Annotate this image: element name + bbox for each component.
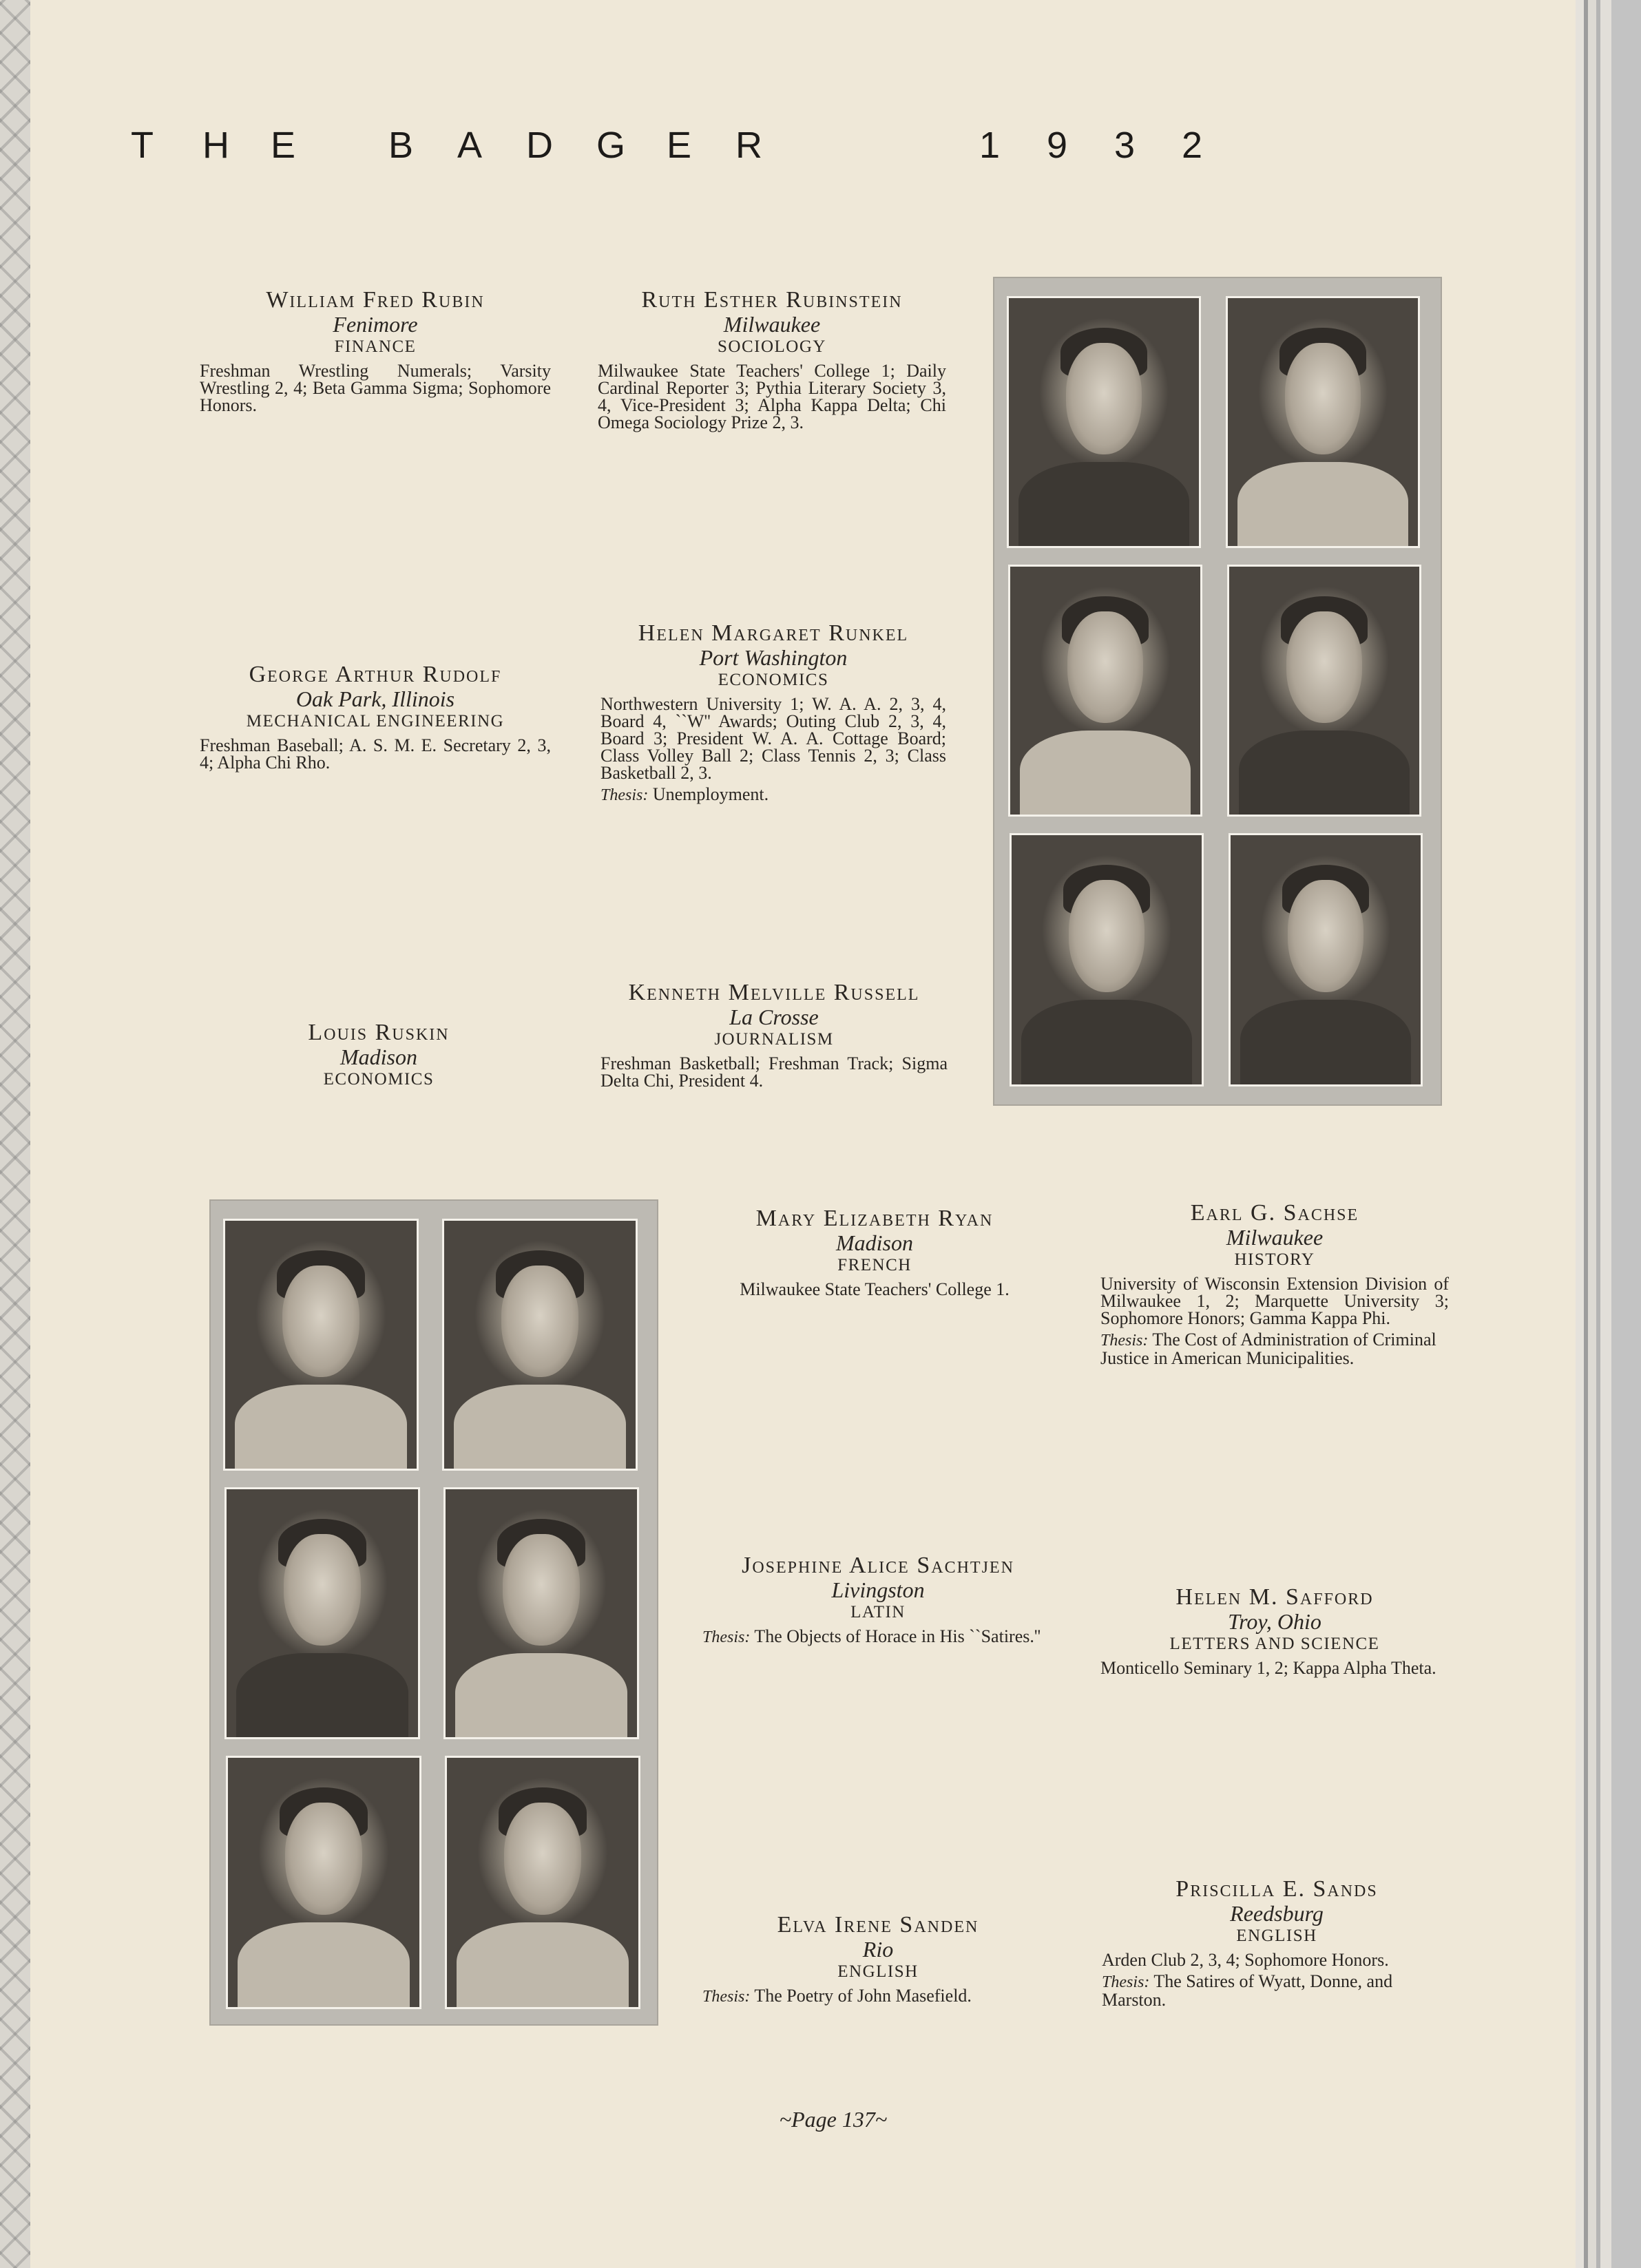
student-name: Helen Margaret Runkel: [638, 620, 909, 646]
student-hometown: Troy, Ohio: [1228, 1609, 1321, 1634]
student-thesis: [702, 1628, 1054, 1646]
thesis-title: The Objects of Horace in His ``Satires.'': [754, 1626, 1041, 1646]
student-entry: [600, 621, 946, 804]
student-hometown: Port Washington: [699, 645, 848, 670]
student-name: Josephine Alice Sachtjen: [742, 1553, 1014, 1578]
student-activities: Freshman Wrestling Numerals; Varsity Wrestling 2, 4; Beta Gamma Sigma; Sophomore Honors.: [200, 361, 551, 415]
student-entry: [600, 980, 948, 1089]
page-number: ~Page 137~: [779, 2107, 888, 2132]
header-year-digit: 1: [979, 125, 1001, 166]
student-hometown: La Crosse: [729, 1005, 819, 1029]
thesis-label: Thesis:: [702, 1988, 751, 2006]
student-portrait: [223, 1219, 419, 1471]
header-year-digit: 2: [1182, 125, 1203, 166]
student-portrait: [224, 1487, 420, 1739]
student-thesis: [600, 786, 946, 804]
student-hometown: Livingston: [831, 1577, 925, 1602]
student-activities: Northwestern University 1; W. A. A. 2, 3, 4, Board 4, ``W'' Awards; Outing Club 2, 3, 4, Board 3; President W. A. A. Cottage Board; Class Volley Ball 2; Class Tennis 2, 3; Class Basketball 2, 3.: [600, 694, 946, 783]
student-department: JOURNALISM: [714, 1030, 834, 1049]
thesis-label: Thesis:: [600, 786, 649, 804]
student-department: HISTORY: [1234, 1250, 1315, 1269]
student-hometown: Rio: [862, 1937, 894, 1962]
header-title-letter: B: [388, 125, 414, 166]
header-title-letter: E: [667, 125, 692, 166]
student-entry: [702, 1553, 1054, 1646]
decorative-left-border: [0, 0, 30, 2268]
student-thesis: [1102, 1973, 1452, 2008]
student-entry: [200, 662, 551, 771]
header-year-digit: 9: [1047, 125, 1068, 166]
student-activities: Milwaukee State Teachers' College 1.: [740, 1279, 1010, 1299]
header-title-letter: T: [131, 125, 154, 166]
student-portrait: [1010, 833, 1204, 1086]
student-department: ENGLISH: [837, 1962, 919, 1981]
student-activities: Milwaukee State Teachers' College 1; Daily Cardinal Reporter 3; Pythia Literary Society 3, 4, Vice-President 3; Alpha Kappa Delta; Chi Omega Sociology Prize 2, 3.: [598, 361, 946, 432]
student-department: ECONOMICS: [718, 671, 829, 689]
header-title-letter: G: [596, 125, 626, 166]
thesis-title: The Cost of Administration of Criminal Justice in American Municipalities.: [1100, 1330, 1436, 1368]
student-portrait: [442, 1219, 638, 1471]
student-entry: [702, 1913, 1054, 2006]
student-portrait: [226, 1756, 421, 2009]
student-department: SOCIOLOGY: [718, 337, 826, 356]
student-name: William Fred Rubin: [266, 287, 485, 313]
student-name: Priscilla E. Sands: [1175, 1876, 1378, 1902]
header-title-letter: E: [271, 125, 296, 166]
thesis-label: Thesis:: [1100, 1332, 1149, 1350]
header-title-letter: A: [457, 125, 483, 166]
student-portrait: [1007, 296, 1201, 548]
student-name: Elva Irene Sanden: [777, 1912, 979, 1938]
student-name: George Arthur Rudolf: [249, 662, 502, 687]
photo-panel-bottom: [209, 1199, 658, 2026]
student-hometown: Milwaukee: [1226, 1225, 1324, 1250]
thesis-title: The Satires of Wyatt, Donne, and Marston.: [1102, 1971, 1393, 2010]
student-hometown: Madison: [836, 1230, 913, 1255]
student-hometown: Madison: [340, 1044, 417, 1069]
student-activities: Arden Club 2, 3, 4; Sophomore Honors.: [1102, 1950, 1389, 1970]
student-name: Louis Ruskin: [308, 1020, 450, 1045]
thesis-title: Unemployment.: [652, 784, 769, 804]
header-title-letter: H: [202, 125, 229, 166]
student-name: Kenneth Melville Russell: [628, 980, 920, 1005]
header-title-letter: R: [735, 125, 762, 166]
student-department: LATIN: [850, 1603, 906, 1621]
student-department: LETTERS AND SCIENCE: [1169, 1635, 1380, 1653]
student-entry: [1100, 1201, 1449, 1367]
header-year-digit: 3: [1114, 125, 1136, 166]
student-entry: [598, 288, 946, 431]
student-name: Mary Elizabeth Ryan: [755, 1206, 994, 1231]
student-activities: Freshman Basketball; Freshman Track; Sigma Delta Chi, President 4.: [600, 1053, 948, 1091]
student-portrait: [1008, 565, 1202, 817]
student-department: ECONOMICS: [323, 1070, 435, 1089]
student-department: MECHANICAL ENGINEERING: [246, 712, 505, 731]
photo-panel-top: [993, 277, 1442, 1106]
student-activities: University of Wisconsin Extension Division of Milwaukee 1, 2; Marquette University 3; Sophomore Honors; Gamma Kappa Phi.: [1100, 1274, 1449, 1328]
student-hometown: Oak Park, Illinois: [295, 686, 455, 711]
student-activities: Freshman Baseball; A. S. M. E. Secretary 2, 3, 4; Alpha Chi Rho.: [200, 735, 551, 773]
student-thesis: [702, 1987, 1054, 2006]
student-portrait: [1227, 565, 1421, 817]
student-department: FRENCH: [837, 1256, 912, 1274]
student-hometown: Reedsburg: [1230, 1901, 1324, 1926]
student-activities: Monticello Seminary 1, 2; Kappa Alpha Theta.: [1100, 1658, 1436, 1678]
header-title-letter: D: [526, 125, 553, 166]
student-department: ENGLISH: [1236, 1926, 1317, 1945]
student-portrait: [443, 1487, 639, 1739]
student-portrait: [1226, 296, 1420, 548]
student-name: Earl G. Sachse: [1190, 1200, 1359, 1226]
student-portrait: [445, 1756, 640, 2009]
student-entry: [241, 1020, 516, 1091]
student-entry: [200, 288, 551, 414]
thesis-label: Thesis:: [1102, 1973, 1150, 1991]
thesis-label: Thesis:: [702, 1628, 751, 1646]
student-name: Ruth Esther Rubinstein: [641, 287, 903, 313]
student-thesis: [1100, 1331, 1449, 1367]
page-binding-edge: [1576, 0, 1641, 2268]
student-entry: [1102, 1877, 1452, 2008]
student-name: Helen M. Safford: [1175, 1584, 1374, 1610]
thesis-title: The Poetry of John Masefield.: [754, 1986, 972, 2006]
student-entry: [1100, 1585, 1449, 1677]
student-department: FINANCE: [334, 337, 417, 356]
student-hometown: Fenimore: [333, 312, 418, 337]
student-portrait: [1229, 833, 1423, 1086]
student-entry: [696, 1206, 1054, 1298]
student-hometown: Milwaukee: [723, 312, 821, 337]
